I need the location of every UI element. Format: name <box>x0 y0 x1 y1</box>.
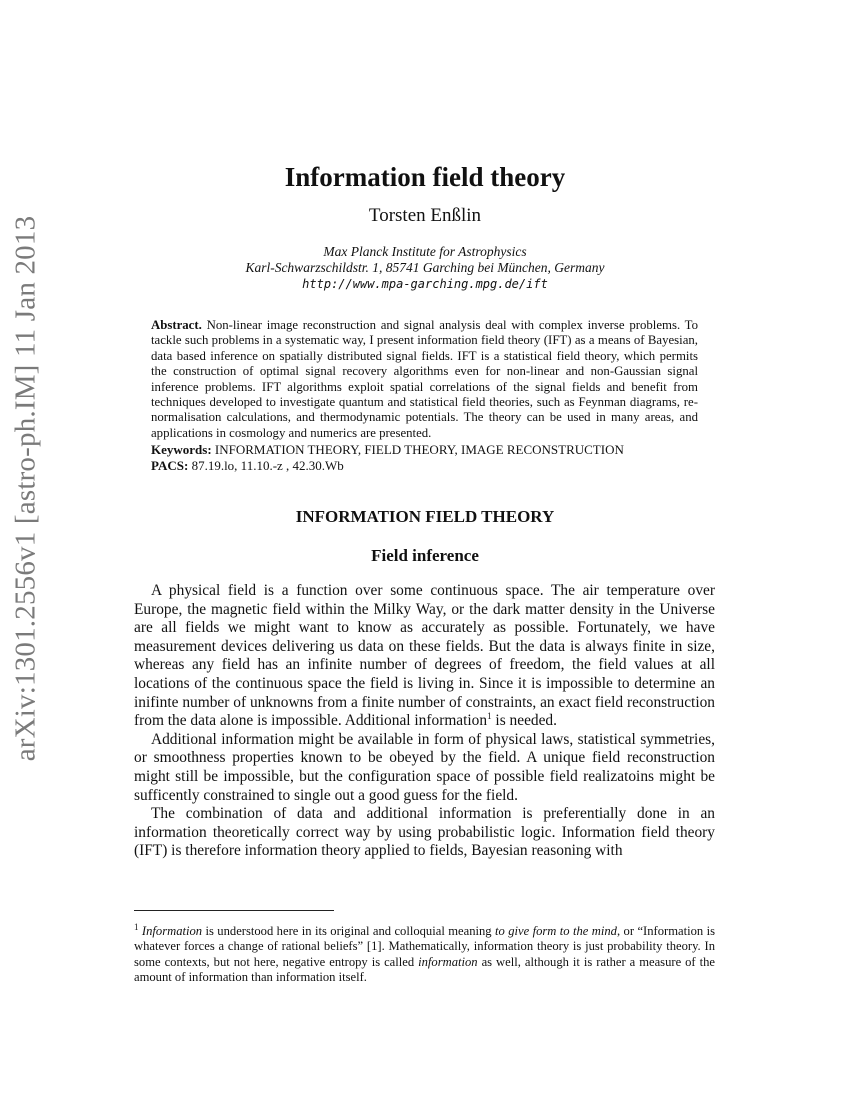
footnote-text-b: , or “Information is whatever forces a change of rational beliefs” [1]. Mathematically, information theory is just probability theory. In some contexts, but not here, negative entropy is called <box>134 924 715 969</box>
footnote-divider <box>134 910 334 911</box>
arxiv-identifier: arXiv:1301.2556v1 [astro-ph.IM] 11 Jan 2013 <box>9 215 42 761</box>
keywords-line <box>151 442 711 458</box>
footnote <box>134 921 715 986</box>
abstract-label: Abstract. <box>151 318 202 332</box>
footnote-term-2: information <box>418 954 478 969</box>
subsection-title: Field inference <box>371 546 479 565</box>
paragraph-2: Additional information might be available in form of physical laws, statistical symmetries, or smoothness properties known to be obeyed by the field. A unique field reconstruction might still be impossible, but the configuration space of possible field realizatoins might be sufficently constrained to single out a good guess for the field. <box>134 730 715 804</box>
abstract-text: Non-linear image reconstruction and signal analysis deal with complex inverse problems. To tackle such problems in a systematic way, I present information field theory (IFT) as a means of Bayesian, data based inference on spatially distributed signal fields. IFT is a statistical field theory, which permits the construction of optimal signal recovery algorithms even for non-linear and non-Gaussian signal inference problems. IFT algorithms exploit spatial correlations of the signal fields and benefit from techniques developed to investigate quantum and statistical field theories, such as Feynman diagrams, re-normalisation calculations, and thermodynamic potentials. The theory can be used in many areas, and applications in cosmology and numerics are presented. <box>151 318 698 440</box>
pacs-text: 87.19.lo, 11.10.-z , 42.30.Wb <box>191 458 344 473</box>
affiliation-address: Karl-Schwarzschildstr. 1, 85741 Garching bei München, Germany <box>245 260 605 275</box>
paragraph-1-main: A physical field is a function over some continuous space. The air temperature over Europe, the magnetic field within the Milky Way, or the dark matter density in the Universe are all fields we might want to know as accurately as possible. Fortunately, we have measurement devices delivering us data on these fields. But the data is always finite in size, whereas any field has an infinite number of degrees of freedom, the field values at all locations of the continuous space the field is living in. Since it is impossible to determine an inifinte number of unknowns from a finite number of constraints, an exact field reconstruction from the data alone is impossible. Additional information <box>134 582 715 730</box>
keywords-text: INFORMATION THEORY, FIELD THEORY, IMAGE RECONSTRUCTION <box>214 442 624 457</box>
footnote-text-c: as well, although it is rather a measure of the amount of information than information itself. <box>134 954 715 985</box>
paper-title: Information field theory <box>284 162 566 192</box>
body-text <box>134 582 715 861</box>
paragraph-1 <box>134 582 715 731</box>
affiliation-institute: Max Planck Institute for Astrophysics <box>323 244 527 259</box>
keywords-label: Keywords: <box>151 442 212 457</box>
footnote-marker[interactable]: 1 <box>487 711 492 722</box>
pacs-line <box>151 458 711 474</box>
author-name: Torsten Enßlin <box>368 205 482 226</box>
arxiv-stamp <box>2 215 50 761</box>
paragraph-3: The combination of data and additional information is preferentially done in an information theoretically correct way by using probabilistic logic. Information field theory (IFT) is therefore information theory applied to fields, Bayesian reasoning with <box>134 805 715 860</box>
paragraph-1-tail: is needed. <box>491 712 557 730</box>
abstract <box>151 318 698 441</box>
section-title: INFORMATION FIELD THEORY <box>295 507 555 526</box>
footnote-term: Information <box>141 924 203 938</box>
footnote-quote: to give form to the mind <box>495 924 617 938</box>
pacs-label: PACS: <box>151 458 189 473</box>
footnote-text-a: is understood here in its original and colloquial meaning <box>202 924 495 938</box>
footnote-number: 1 <box>134 921 139 932</box>
affiliation-url[interactable]: http://www.mpa-garching.mpg.de/ift <box>302 277 548 291</box>
